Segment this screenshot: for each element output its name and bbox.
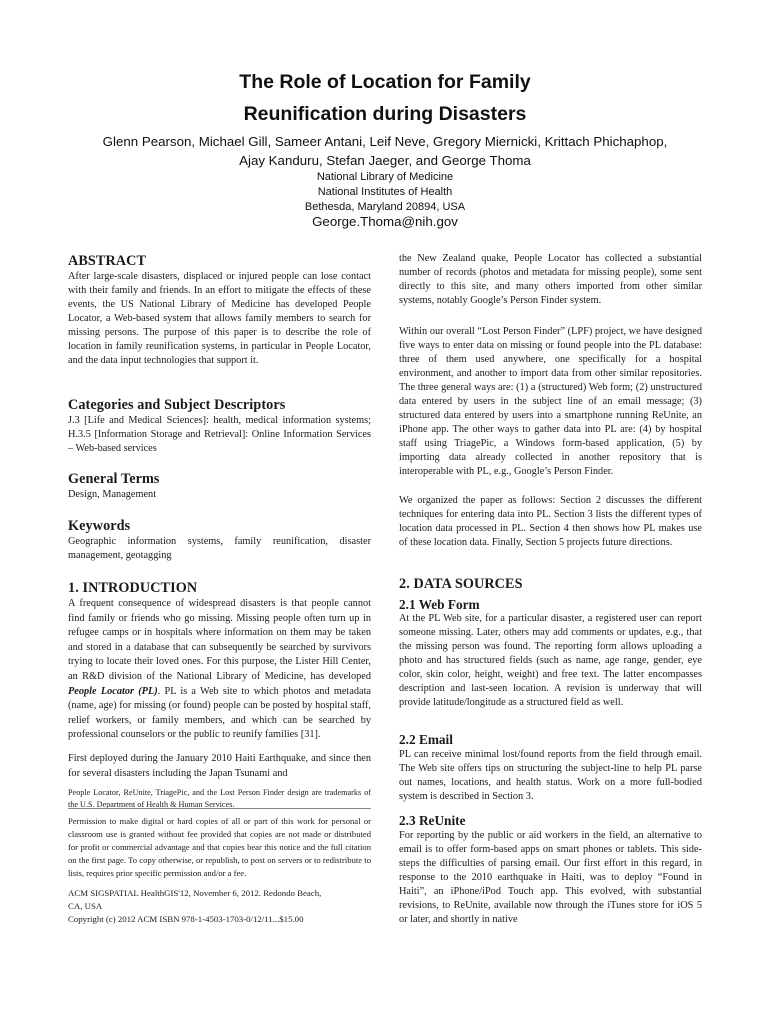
introduction-paragraph-2: First deployed during the January 2010 Haiti Earthquake, and since then for several disasters including the Japan Tsunami and (68, 753, 371, 779)
reunite-heading: 2.3 ReUnite (399, 813, 466, 828)
web-form-heading: 2.1 Web Form (399, 597, 480, 612)
reunite-text: For reporting by the public or aid workers in the field, an alternative to email is to offer form-based apps on smart phones or tablets. This side-steps the difficulties of parsing email. Our first effort in this regard, in response to the 2010 earthquake in Haiti, was to deploy “Found in Haiti”, an iPhone/iPod Touch app. This evolved, with substantial revisions, to ReUnite, available now through the iTunes store for iOS 5 or later, and shortly in native (399, 830, 702, 925)
contact-email: George.Thoma@nih.gov (312, 214, 458, 229)
affiliation-line-1: National Library of Medicine (316, 171, 454, 183)
paper-title-line-2: Reunification during Disasters (243, 103, 527, 125)
keywords-text: Geographic information systems, family reunification, disaster management, geotagging (68, 536, 371, 561)
authors-line-2: Ajay Kanduru, Stefan Jaeger, and George Thoma (239, 153, 531, 168)
footnote-divider (68, 808, 371, 809)
abstract-text: After large-scale disasters, displaced or injured people can lose contact with their family and friends. In an effort to mitigate the effects of these events, the US National Library of Medicine has developed People Locator, a Web-based system that allows family members to search for missing persons. The purpose of this paper is to describe the role of location in family reunification systems, in particular in People Locator, and the data input technologies that support it. (68, 271, 371, 366)
general-terms-text: Design, Management (68, 489, 157, 500)
data-sources-heading: 2. DATA SOURCES (399, 576, 523, 592)
introduction-heading: 1. INTRODUCTION (68, 580, 198, 596)
intro-text-before: A frequent consequence of widespread disasters is that people cannot find family or friends who go missing. Missing people often turn up in refugee camps or in hospitals where information on them may be taken and stored in a database that can subsequently be searched by survivors trying to locate their loved ones. For this purpose, the Lister Hill Center, an R&D division of the National Library of Medicine, has developed (68, 598, 371, 682)
right-paragraph-1: the New Zealand quake, People Locator has collected a substantial number of records (photos and metadata for missing people), some sent directly to this site, and many others imported from other similar systems, notably Google’s Person Finder system. (399, 253, 702, 306)
trademark-footnote: People Locator, ReUnite, TriagePic, and the Lost Person Finder design are trademarks of the U.S. Department of Health & Human Services. (68, 788, 371, 809)
general-terms-heading: General Terms (68, 471, 160, 487)
copyright-line: Copyright (c) 2012 ACM ISBN 978-1-4503-1703-0/12/11...$15.00 (68, 914, 304, 924)
people-locator-emphasis: People Locator (PL) (68, 685, 158, 697)
intro-text-after: . PL is a Web site to which photos and metadata (name, age) for missing (or found) people can be posted by hospital staff, relief workers, or family members, and which can be searched by professional counselors or the public to reunify families [31]. (68, 685, 371, 741)
categories-text: J.3 [Life and Medical Sciences]: health, medical information systems; H.3.5 [Information Storage and Retrieval]: Online Information Services – Web-based services (68, 415, 371, 454)
conference-line-1: ACM SIGSPATIAL HealthGIS'12, November 6, 2012. Redondo Beach, (68, 888, 322, 898)
permission-notice: Permission to make digital or hard copies of all or part of this work for personal or classroom use is granted without fee provided that copies are not made or distributed for profit or commercial advantage and that copies bear this notice and the full citation on the first page. To copy otherwise, or republish, to post on servers or to redistribute to lists, requires prior specific permission and/or a fee. (68, 816, 371, 878)
affiliation-line-3: Bethesda, Maryland 20894, USA (304, 201, 466, 213)
web-form-text: At the PL Web site, for a particular disaster, a registered user can report someone missing. Later, others may add comments or updates, e.g., that the missing person was found. The reporting form allows uploading a photo and has structured fields (such as name, age range, gender, eye color, skin color, height, weight) and free text. The latter encompasses description and last-seen location. A revision is underway that will provide latitude/longitude as a structured field as well. (399, 613, 702, 708)
categories-heading: Categories and Subject Descriptors (68, 397, 286, 413)
right-paragraph-2: Within our overall “Lost Person Finder” (LPF) project, we have designed five ways to enter data on missing or found people into the PL database: three of them used anywhere, one specifically for a hospital environment, and another to import data from other similar repositories. The three general ways are: (1) a (structured) Web form; (2) unstructured data entered by users in the subject line of an email message; (3) structured data entered by users into a smartphone running ReUnite, an iPhone app. The other ways to gather data into PL are: (4) by hospital staff using TriagePic, a Windows form-based application, (5) by importing data already collected in another repository that is interoperable with PL, e.g., Google’s Person Finder. (399, 326, 702, 477)
email-heading: 2.2 Email (399, 732, 453, 747)
keywords-heading: Keywords (68, 518, 131, 534)
introduction-paragraph-1 (68, 597, 371, 743)
conference-line-2: CA, USA (68, 901, 103, 911)
abstract-heading: ABSTRACT (68, 253, 147, 269)
email-text: PL can receive minimal lost/found reports from the field through email. The Web site offers tips on structuring the subject-line to help PL parse out names, locations, and health status. Work on a more full-bodied system is described in Section 3. (399, 749, 702, 802)
authors-line-1: Glenn Pearson, Michael Gill, Sameer Antani, Leif Neve, Gregory Miernicki, Krittach Phichaphop, (102, 134, 668, 149)
affiliation-line-2: National Institutes of Health (317, 186, 453, 198)
right-paragraph-3: We organized the paper as follows: Section 2 discusses the different techniques for entering data into PL. Section 3 lists the different types of location data processed in PL. Section 4 then shows how PL makes use of these location data. Finally, Section 5 projects future directions. (399, 495, 702, 548)
paper-title-line-1: The Role of Location for Family (239, 71, 531, 93)
